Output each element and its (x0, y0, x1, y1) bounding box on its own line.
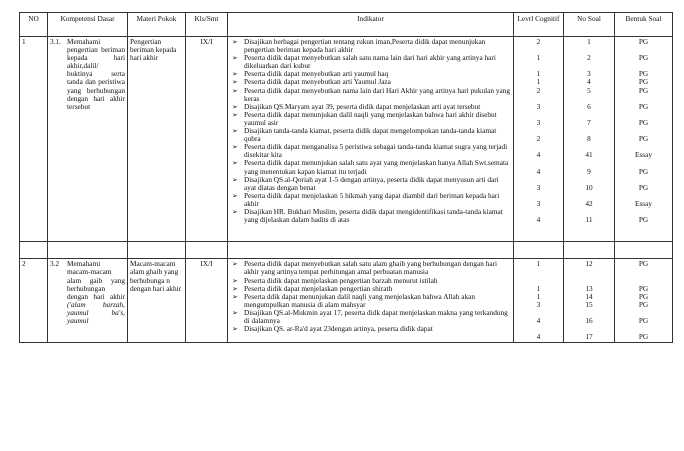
indikator-text: Disajikan QS.Maryam ayat 39, peserta didik dapat menjelaskan arti ayat tersebut (244, 101, 481, 111)
bentuk-soal-value: PG (638, 291, 649, 301)
level-value: 1 (536, 283, 541, 293)
bentuk-soal-value: PG (638, 215, 649, 225)
indikator-text: Peserta didik dapat menyebutkan salah satu nama lain dari hari akhir yang artinya hari dikeluarkan dari kubur (244, 53, 496, 71)
kls-smt-cell: IX/I (186, 259, 228, 343)
indikator-item (230, 127, 511, 143)
spacer-cell (514, 242, 564, 259)
bentuk-soal-value: PG (638, 37, 649, 46)
indikator-cell (228, 259, 514, 343)
spacer-cell (20, 242, 48, 259)
indikator-text: Peserta didik dapat menjelaskan pengertian barzah menurut istilah (244, 275, 438, 285)
indikator-text: Disajikan tanda-tanda kiamat, peserta didik dapat mengelompokan tanda-tanda kiamat qubra (244, 126, 497, 144)
kd-number: 3.2 (50, 259, 60, 269)
bullet-arrow-icon: ➢ (232, 260, 238, 269)
bentuk-soal-value: PG (638, 101, 649, 111)
bullet-arrow-icon: ➢ (232, 143, 238, 152)
no-soal-value: 1 (587, 37, 591, 46)
bentuk-soal-value: PG (638, 85, 649, 95)
indikator-text: Peserta didik dapat menyebutkan arti yaumul haq (244, 69, 389, 79)
no-soal-value: 6 (587, 101, 591, 111)
bentuk-soal-value: PG (638, 53, 649, 63)
level-value: 1 (536, 53, 541, 63)
indikator-item (230, 176, 511, 192)
indikator-text: Disajikan QS. ar-Ra'd ayat 23dengan artinya, peserta didik dapat (244, 324, 433, 334)
table-row (20, 37, 673, 242)
kd-text-italic: ('alam barzah, yaumul ba's, yaumul (67, 299, 125, 326)
indikator-text: Peserta ddik dapat menunjukan dalil naqli yang menjelaskan bahwa Allah akan mengumpulkan manusia di alam mahsyar (244, 291, 475, 309)
spacer-cell (228, 242, 514, 259)
bullet-arrow-icon: ➢ (232, 276, 238, 285)
spacer-cell (128, 242, 186, 259)
level-value: 2 (536, 85, 541, 95)
no-soal-value: 17 (585, 332, 593, 342)
indikator-text: Disajikan QS.al-Qoriah ayat 1-5 dengan artinya, peserta didik dapat menyusun arti dari ayat diatas dengan benat (244, 174, 499, 192)
bullet-arrow-icon: ➢ (232, 207, 238, 216)
level-value: 3 (536, 117, 541, 127)
indikator-list (230, 260, 511, 333)
kompetensi-dasar-cell (48, 259, 128, 343)
indikator-text: Peserta didik dapat menjelaskan pengertian shirath (244, 283, 393, 293)
indikator-text: Disajikan HR. Bukhari Muslim, peserta didik dapat mengidentifikasi tanda-tanda kiamat yang dijelaskan dalam hadits di atas (244, 206, 503, 225)
level-value: 3 (536, 299, 541, 309)
header-bentuk-soal: Bentuk Soal (615, 13, 673, 37)
header-row (20, 13, 673, 37)
bentuk-soal-cell (615, 259, 673, 343)
kd-text: Memahami pengertian beriman kepada hari akhir,dalil/ buktinya serta tanda dan peristiwa yang berhubungan dengan hari akhir tersebut (67, 37, 125, 111)
bentuk-soal-value: PG (638, 182, 649, 192)
header-no-soal: No Soal (564, 13, 615, 37)
bentuk-soal-value: PG (638, 117, 649, 127)
level-kognitif-cell (514, 37, 564, 242)
bentuk-soal-value: Essay (634, 198, 653, 208)
indikator-item (230, 87, 511, 103)
level-value: 2 (536, 134, 541, 144)
bullet-arrow-icon: ➢ (232, 292, 238, 301)
bullet-arrow-icon: ➢ (232, 175, 238, 184)
materi-pokok-cell: Macam-macam alam ghaib yang berhubunga n dengan hari akhir (128, 259, 186, 343)
no-soal-value: 12 (585, 259, 593, 269)
header-indikator: Indikator (228, 13, 514, 37)
level-value: 1 (536, 77, 541, 87)
indikator-text: Peserta didik dapat menunjukan salah satu ayat yang menjelaskan hanya Allah Swt.semata yang menentukan kapan kiamat itu terjadi (244, 158, 509, 176)
indikator-item (230, 143, 511, 159)
bullet-arrow-icon: ➢ (232, 86, 238, 95)
table-row (20, 259, 673, 343)
header-level-kognitif: Levrl Cognitif (514, 13, 564, 37)
bullet-arrow-icon: ➢ (232, 159, 238, 168)
bullet-arrow-icon: ➢ (232, 70, 238, 79)
level-value: 3 (536, 101, 541, 111)
indikator-text: Peserta didik dapat menyebutkan nama lain dari Hari Akhir yang artinya hari pukulan yang keras (244, 85, 511, 103)
indikator-item (230, 111, 511, 127)
no-soal-value: 3 (587, 69, 591, 79)
bullet-arrow-icon: ➢ (232, 191, 238, 200)
bentuk-soal-value: PG (638, 166, 649, 176)
indikator-text: Disajikan QS.al-Mukmin ayat 17, peserta didk dapat menjelaskan makna yang terkandung di dalamnya (244, 307, 508, 326)
level-value: 1 (536, 259, 541, 269)
spacer-cell (615, 242, 673, 259)
no-soal-value: 5 (587, 85, 591, 95)
no-soal-value: 13 (585, 283, 593, 293)
no-soal-value: 15 (585, 299, 593, 309)
indikator-item (230, 38, 511, 54)
bentuk-soal-value: PG (638, 332, 649, 342)
no-soal-value: 16 (585, 316, 593, 326)
bullet-arrow-icon: ➢ (232, 54, 238, 63)
level-value: 4 (536, 166, 541, 176)
level-kognitif-cell (514, 259, 564, 343)
row-number: 2 (20, 259, 48, 343)
no-soal-value: 2 (587, 53, 591, 63)
row-spacer (20, 242, 673, 259)
indikator-text: Peserta didik dapat menyebutkan salah satu alam ghaib yang berhubungan dengan hari akhir yang artinya tempat perhitungan amal perbuatan manusia (244, 259, 498, 277)
indikator-list (230, 38, 511, 224)
indikator-item (230, 309, 511, 325)
kd-text: Memahami macam-macam alam gaib yang berhubungan dengan hari akhir ('alam barzah, yaumul ba's, yaumul (67, 259, 125, 326)
no-soal-value: 14 (585, 291, 593, 301)
indikator-item (230, 192, 511, 208)
indikator-text: Peserta didik dapat menyebutkan arti Yaumul Jaza (244, 77, 391, 87)
header-kls-smt: Kls/Smt (186, 13, 228, 37)
level-value: 1 (536, 69, 541, 79)
indikator-item (230, 208, 511, 224)
header-materi-pokok: Materi Pokok (128, 13, 186, 37)
bullet-arrow-icon: ➢ (232, 38, 238, 46)
level-value: 4 (536, 332, 541, 342)
bentuk-soal-value: Essay (634, 150, 653, 160)
no-soal-value: 9 (587, 166, 591, 176)
kls-smt-cell: IX/I (186, 37, 228, 242)
bullet-arrow-icon: ➢ (232, 78, 238, 87)
indikator-item (230, 54, 511, 70)
no-soal-cell (564, 37, 615, 242)
level-value: 3 (536, 198, 541, 208)
indikator-text: Peserta didik dapat menganalisa 5 peristiwa sebagai tanda-tanda kiamat sugra yang terjadi disekitar kita (244, 142, 508, 160)
bullet-arrow-icon: ➢ (232, 110, 238, 119)
bentuk-soal-cell (615, 37, 673, 242)
bentuk-soal-value: PG (638, 299, 649, 309)
no-soal-value: 42 (585, 198, 593, 208)
indikator-item (230, 293, 511, 309)
header-no: NO (20, 13, 48, 37)
materi-pokok-cell: Pengertian beriman kepada hari akhir (128, 37, 186, 242)
bentuk-soal-value: PG (638, 69, 649, 79)
kisi-kisi-table (19, 12, 673, 343)
spacer-cell (186, 242, 228, 259)
header-kompetensi-dasar: Kompetensi Dasar (48, 13, 128, 37)
bentuk-soal-value: PG (638, 134, 649, 144)
no-soal-value: 41 (585, 150, 593, 160)
level-value: 4 (536, 215, 541, 225)
no-soal-value: 7 (587, 117, 591, 127)
kompetensi-dasar-cell (48, 37, 128, 242)
level-value: 2 (536, 37, 541, 46)
bentuk-soal-value: PG (638, 283, 649, 293)
bentuk-soal-value: PG (638, 259, 649, 269)
no-soal-cell (564, 259, 615, 343)
bullet-arrow-icon: ➢ (232, 284, 238, 293)
row-number: 1 (20, 37, 48, 242)
level-value: 3 (536, 182, 541, 192)
spacer-cell (564, 242, 615, 259)
bullet-arrow-icon: ➢ (232, 102, 238, 111)
indikator-item (230, 260, 511, 276)
bullet-arrow-icon: ➢ (232, 325, 238, 334)
indikator-item (230, 159, 511, 175)
indikator-text: Peserta didik dapat menjelaskan 5 hikmah yang dapat diambil dari beriman kepada hari akhir (244, 190, 500, 208)
kd-number: 3.1. (50, 37, 61, 46)
indikator-item (230, 325, 511, 333)
no-soal-value: 10 (585, 182, 593, 192)
bentuk-soal-value: PG (638, 77, 649, 87)
level-value: 4 (536, 316, 541, 326)
spacer-cell (48, 242, 128, 259)
no-soal-value: 4 (587, 77, 591, 87)
bentuk-soal-value: PG (638, 316, 649, 326)
level-value: 4 (536, 150, 541, 160)
indikator-cell (228, 37, 514, 242)
indikator-text: Peserta didik dapat menunjukan dalil naqli yang menjelaskan bahwa hari akhir disebut yaumul asir (244, 109, 497, 127)
indikator-text: Disajikan berbagai pengertian tentang rukun iman,Peserta didik dapat menunjukan pengertian beriman kepada hari akhir (244, 37, 486, 55)
bullet-arrow-icon: ➢ (232, 308, 238, 317)
no-soal-value: 8 (587, 134, 591, 144)
level-value: 1 (536, 291, 541, 301)
bullet-arrow-icon: ➢ (232, 127, 238, 136)
no-soal-value: 11 (585, 215, 593, 225)
